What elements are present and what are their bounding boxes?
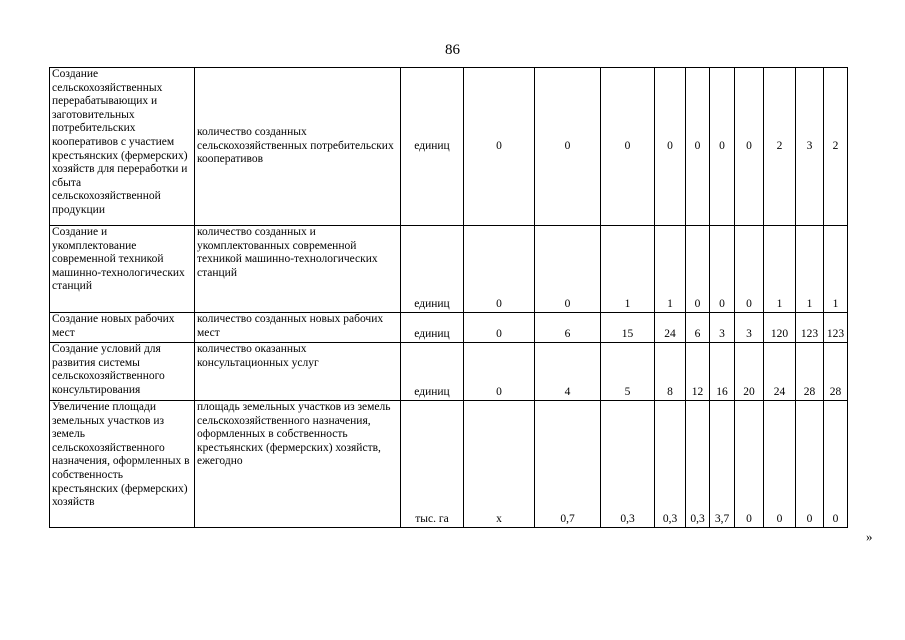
indicator-name: площадь земельных участков из земель сельскохозяйственного назначения, оформленных в собственность крестьянских (фермерских) хозяйств, ежегодно <box>195 401 401 528</box>
value-cell: 16 <box>710 343 735 401</box>
activity-name: Создание условий для развития системы сельскохозяйственного консультирования <box>50 343 195 401</box>
value-cell: 0,3 <box>686 401 710 528</box>
value-cell: 3 <box>735 313 764 343</box>
value-cell: 0 <box>824 401 848 528</box>
value-cell: 1 <box>824 226 848 313</box>
value-cell: 0,7 <box>535 401 601 528</box>
value-cell: 2 <box>824 68 848 226</box>
indicator-name: количество созданных новых рабочих мест <box>195 313 401 343</box>
value-cell: 8 <box>655 343 686 401</box>
activity-name: Создание и укомплектование современной техникой машинно-технологических станций <box>50 226 195 313</box>
value-cell: 1 <box>796 226 824 313</box>
value-cell: 0 <box>735 401 764 528</box>
table-row <box>50 401 848 528</box>
unit-cell: единиц <box>401 343 464 401</box>
value-cell: 0 <box>686 68 710 226</box>
value-cell: 6 <box>535 313 601 343</box>
closing-quote-mark: » <box>866 529 873 544</box>
value-cell: 0 <box>710 226 735 313</box>
value-cell: 123 <box>796 313 824 343</box>
indicator-name: количество созданных и укомплектованных современной техникой машинно-технологических станций <box>195 226 401 313</box>
value-cell: 123 <box>824 313 848 343</box>
indicator-name: количество созданных сельскохозяйственных потребительских кооперативов <box>195 68 401 226</box>
value-cell: 20 <box>735 343 764 401</box>
value-cell: 3 <box>796 68 824 226</box>
value-cell: 6 <box>686 313 710 343</box>
value-cell: 28 <box>824 343 848 401</box>
value-cell: 0 <box>535 226 601 313</box>
value-cell: 0,3 <box>655 401 686 528</box>
value-cell: 0 <box>464 343 535 401</box>
value-cell: 2 <box>764 68 796 226</box>
activity-name: Создание новых рабочих мест <box>50 313 195 343</box>
value-cell: 5 <box>601 343 655 401</box>
table-row <box>50 313 848 343</box>
unit-cell: единиц <box>401 68 464 226</box>
value-cell: 3 <box>710 313 735 343</box>
value-cell: 0 <box>686 226 710 313</box>
activity-name: Увеличение площади земельных участков из земель сельскохозяйственного назначения, оформленных в собственность крестьянских (фермерских) хозяйств <box>50 401 195 528</box>
unit-cell: единиц <box>401 313 464 343</box>
value-cell: 0 <box>601 68 655 226</box>
table-row <box>50 68 848 226</box>
value-cell: 0,3 <box>601 401 655 528</box>
value-cell: 0 <box>464 68 535 226</box>
value-cell: 0 <box>535 68 601 226</box>
page-number: 86 <box>445 42 460 58</box>
value-cell: 1 <box>655 226 686 313</box>
table-row <box>50 226 848 313</box>
value-cell: 0 <box>655 68 686 226</box>
value-cell: 12 <box>686 343 710 401</box>
indicator-name: количество оказанных консультационных услуг <box>195 343 401 401</box>
value-cell: 120 <box>764 313 796 343</box>
value-cell: 0 <box>735 68 764 226</box>
value-cell: 0 <box>464 313 535 343</box>
activity-name: Создание сельскохозяйственных перерабатывающих и заготовительных потребительских кооперативов с участием крестьянских (фермерских) хозяйств для переработки и сбыта сельскохозяйственной продукции <box>50 68 195 226</box>
value-cell: 0 <box>710 68 735 226</box>
value-cell: 3,7 <box>710 401 735 528</box>
value-cell: 24 <box>764 343 796 401</box>
value-cell: 0 <box>735 226 764 313</box>
value-cell: х <box>464 401 535 528</box>
value-cell: 0 <box>464 226 535 313</box>
value-cell: 4 <box>535 343 601 401</box>
value-cell: 1 <box>601 226 655 313</box>
unit-cell: тыс. га <box>401 401 464 528</box>
table-row <box>50 343 848 401</box>
value-cell: 0 <box>796 401 824 528</box>
value-cell: 15 <box>601 313 655 343</box>
value-cell: 1 <box>764 226 796 313</box>
value-cell: 0 <box>764 401 796 528</box>
unit-cell: единиц <box>401 226 464 313</box>
indicators-table <box>49 67 848 528</box>
value-cell: 24 <box>655 313 686 343</box>
value-cell: 28 <box>796 343 824 401</box>
